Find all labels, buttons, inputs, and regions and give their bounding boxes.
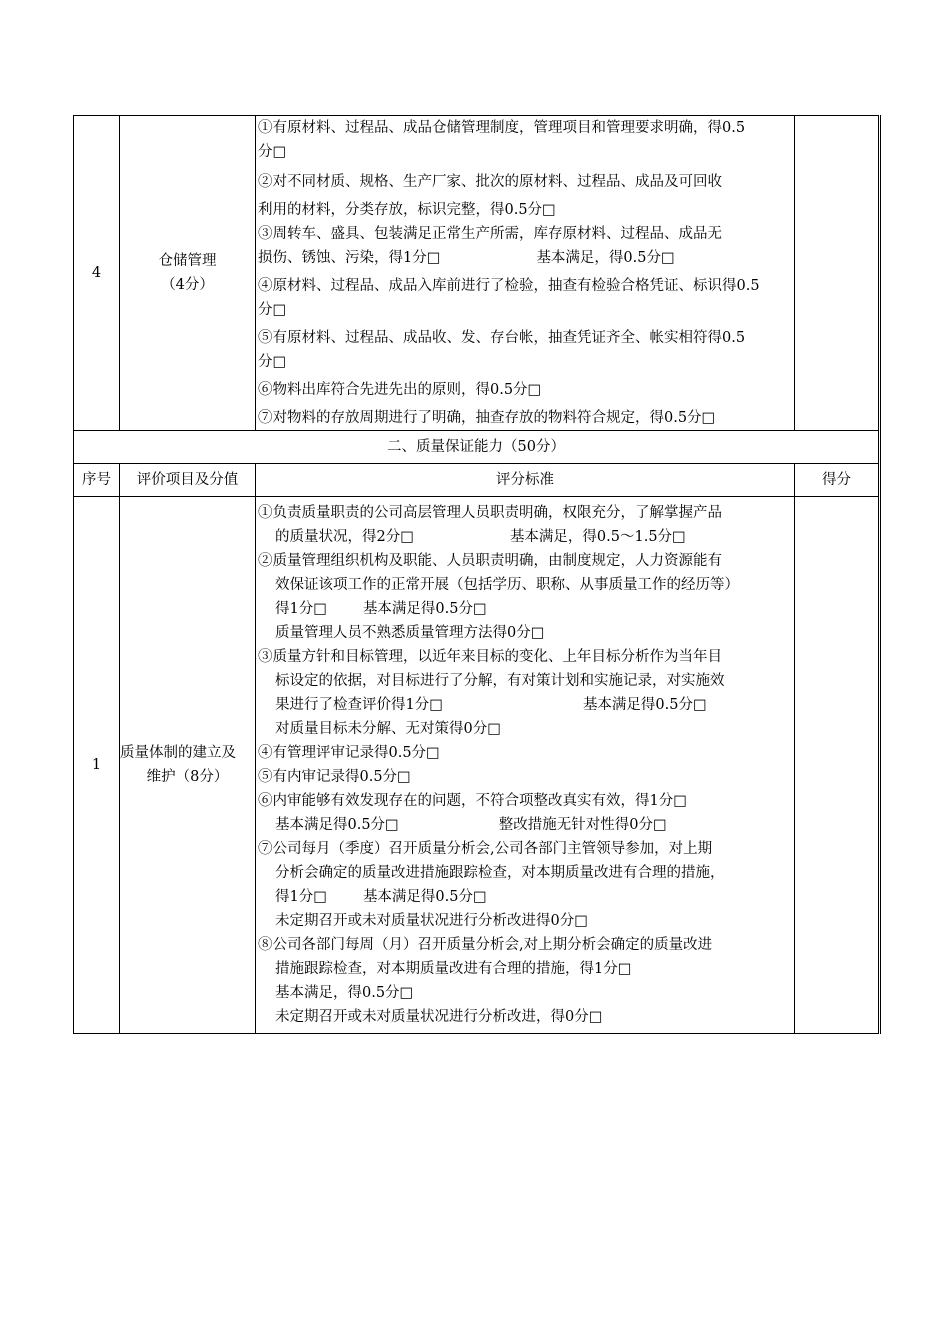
row-number: 4 (74, 116, 120, 431)
table-header-row (74, 464, 880, 497)
criterion-text: 得1分□ (275, 889, 327, 905)
criterion-text: ②质量管理组织机构及职能、人员职责明确，由制度规定，人力资源能有 (258, 553, 722, 569)
header-item: 评价项目及分值 (120, 464, 256, 497)
criterion-text: ①负责质量职责的公司高层管理人员职责明确，权限充分，了解掌握产品 (258, 505, 722, 521)
item-name: 质量体制的建立及 (120, 745, 236, 761)
header-score: 得分 (795, 464, 880, 497)
criteria-cell (256, 116, 795, 431)
section-row (74, 431, 880, 464)
criterion-text: 分□ (258, 302, 287, 318)
header-criteria: 评分标准 (256, 464, 795, 497)
criterion-text: ⑦对物料的存放周期进行了明确，抽查存放的物料符合规定，得0.5分□ (258, 410, 716, 426)
score-cell (795, 497, 880, 1034)
criterion-text: 基本满足得0.5分□ (362, 601, 487, 617)
criterion-text-row (258, 597, 792, 621)
criterion-text: 基本满足，得0.5分□ (275, 985, 414, 1001)
criterion-text: ⑥物料出库符合先进先出的原则，得0.5分□ (258, 382, 542, 398)
criterion-text: 的质量状况，得2分□ (275, 529, 414, 545)
criterion-text: 分□ (258, 354, 287, 370)
criterion-text: 基本满足，得0.5分□ (536, 250, 675, 266)
criterion-text: 基本满足得0.5分□ (582, 697, 707, 713)
criterion-text: ①有原材料、过程品、成品仓储管理制度，管理项目和管理要求明确，得0.5 (258, 120, 746, 136)
criterion-text: ⑤有内审记录得0.5分□ (258, 769, 411, 785)
evaluation-table (73, 115, 879, 1034)
criterion-text: 基本满足得0.5分□ (275, 817, 399, 833)
item-score: 维护（8分） (146, 769, 229, 785)
item-name: 仓储管理 (158, 253, 217, 269)
criterion-text: 分□ (258, 144, 287, 160)
table-row-storage (74, 116, 880, 431)
header-number: 序号 (74, 464, 120, 497)
criterion-text: 基本满足得0.5分□ (362, 889, 487, 905)
criterion-text: ⑤有原材料、过程品、成品收、发、存台帐，抽查凭证齐全、帐实相符得0.5 (258, 330, 746, 346)
criterion-text: ④原材料、过程品、成品入库前进行了检验，抽查有检验合格凭证、标识得0.5 (258, 278, 760, 294)
criterion-text: 基本满足，得0.5～1.5分□ (509, 529, 686, 545)
criterion-text: 措施跟踪检查，对本期质量改进有合理的措施，得1分□ (275, 961, 632, 977)
criterion-text: ③质量方针和目标管理，以近年来目标的变化、上年目标分析作为当年目 (258, 649, 722, 665)
criterion-text: ⑧公司各部门每周（月）召开质量分析会,对上期分析会确定的质量改进 (258, 937, 713, 953)
criterion-text: 效保证该项工作的正常开展（包括学历、职称、从事质量工作的经历等） (275, 577, 739, 593)
criterion-text: ⑦公司每月（季度）召开质量分析会,公司各部门主管领导参加，对上期 (258, 841, 713, 857)
criterion-text: 质量管理人员不熟悉质量管理方法得0分□ (275, 625, 545, 641)
criterion-text: 分析会确定的质量改进措施跟踪检查，对本期质量改进有合理的措施， (275, 865, 725, 881)
criterion-text: ③周转车、盛具、包装满足正常生产所需，库存原材料、过程品、成品无 (258, 226, 722, 242)
criterion-text: 果进行了检查评价得1分□ (275, 697, 443, 713)
section-title: 二、质量保证能力（50分） (74, 431, 880, 464)
criterion-text: 标设定的依据，对目标进行了分解，有对策计划和实施记录，对实施效 (275, 673, 725, 689)
criterion-text-row (258, 885, 792, 909)
table-row-quality-system (74, 497, 880, 1034)
criterion-text: 损伤、锈蚀、污染，得1分□ (258, 250, 441, 266)
criterion-text: 整改措施无针对性得0分□ (498, 817, 667, 833)
criterion-text-row (258, 813, 792, 837)
evaluation-item (120, 116, 256, 431)
criterion-text: ②对不同材质、规格、生产厂家、批次的原材料、过程品、成品及可回收 (258, 174, 722, 190)
criterion-text: 未定期召开或未对质量状况进行分析改进得0分□ (275, 913, 588, 929)
criterion-text-row (258, 525, 792, 549)
criterion-text: 利用的材料，分类存放，标识完整，得0.5分□ (258, 202, 556, 218)
criterion-text-row (258, 693, 792, 717)
criterion-text: ④有管理评审记录得0.5分□ (258, 745, 440, 761)
criterion-text: 得1分□ (275, 601, 327, 617)
score-cell (795, 116, 880, 431)
criterion-text: ⑥内审能够有效发现存在的问题，不符合项整改真实有效，得1分□ (258, 793, 687, 809)
evaluation-item (120, 497, 256, 1034)
criterion-text: 未定期召开或未对质量状况进行分析改进，得0分□ (275, 1009, 603, 1025)
criterion-text: 对质量目标未分解、无对策得0分□ (275, 721, 501, 737)
criteria-cell (256, 497, 795, 1034)
row-number: 1 (74, 497, 120, 1034)
item-score: （4分） (161, 277, 214, 293)
criterion-text-row (258, 246, 792, 270)
